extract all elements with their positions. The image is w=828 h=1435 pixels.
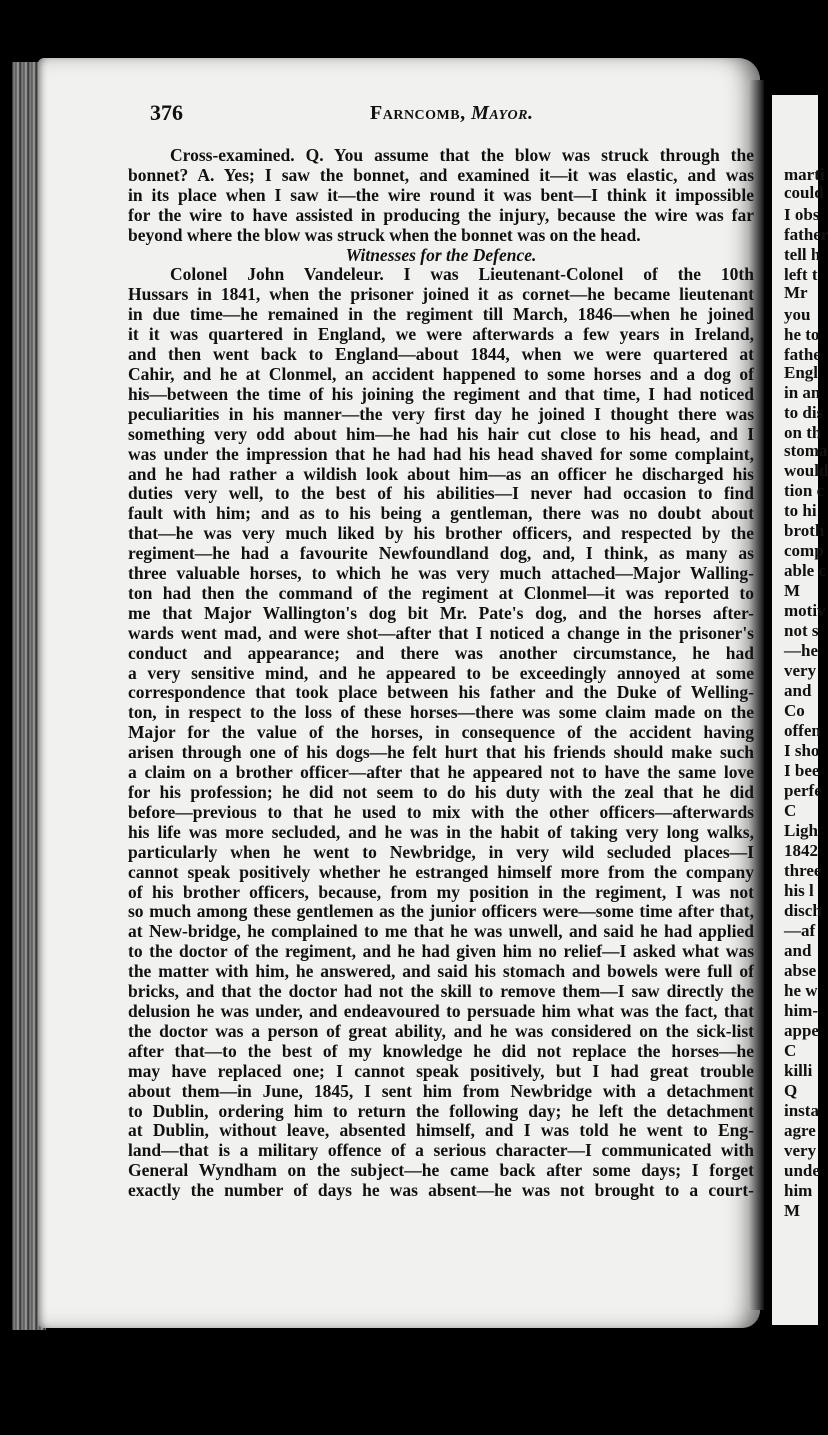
facing-page-fragment: and: [784, 941, 812, 960]
facing-page-fragment: not s: [784, 621, 819, 640]
facing-page-fragment: appe: [784, 1021, 819, 1040]
facing-page-fragment: Ligh: [784, 821, 819, 840]
running-head-title: Mayor.: [471, 102, 534, 124]
text-line: for his profession; he did not seem to do his duty with the zeal that he did: [128, 782, 754, 802]
facing-page-fragment: abse: [784, 961, 817, 980]
facing-page-fragment: he to: [784, 325, 820, 344]
text-line: to the doctor of the regiment, and he had given him no relief—I asked what was: [128, 941, 754, 962]
text-line: at Dublin, without leave, absented himself, and I was told he went to Eng-: [128, 1120, 754, 1141]
text-line: before—previous to that he used to mix with the other officers—afterwards: [128, 801, 754, 822]
facing-page-fragment: able c: [784, 561, 827, 580]
text-line: of his brother officers, because, from my position in the regiment, I was not: [128, 881, 754, 902]
facing-page-fragment: left t: [784, 265, 818, 284]
text-line: particularly when he went to Newbridge, in very wild secluded places—I: [128, 841, 754, 862]
facing-page-fragment: would: [784, 461, 828, 480]
running-head: [370, 102, 533, 125]
running-head-name: Farncomb,: [370, 102, 466, 124]
text-line: in due time—he remained in the regiment till March, 1846—when he joined: [128, 304, 754, 325]
text-line: something very odd about him—he had his hair cut close to his head, and I: [128, 423, 754, 444]
facing-page-fragment: I bee: [784, 761, 820, 780]
text-line: regiment—he had a favourite Newfoundland dog, and, I think, as many as: [128, 543, 754, 564]
facing-page-fragment: insta: [784, 1101, 819, 1120]
facing-page-fragment: motiv: [784, 601, 826, 620]
text-line: land—that is a military offence of a serious character—I communicated with: [128, 1140, 754, 1161]
facing-page-fragment: I sho: [784, 741, 820, 760]
facing-page: [772, 95, 828, 1325]
facing-page-fragment: offen: [784, 721, 821, 740]
facing-page-fragment: Co: [784, 701, 805, 720]
facing-page-fragment: unde: [784, 1161, 820, 1180]
text-line: fault with him; and as to his being a gentleman, there was no doubt about: [128, 503, 754, 524]
facing-page-fragment: he w: [784, 981, 818, 1000]
text-line: ton, in respect to the loss of these horses—there was some claim made on the: [128, 702, 754, 723]
facing-page-fragment: I obs: [784, 205, 820, 224]
text-line: arisen through one of his dogs—he felt hurt that his friends should make such: [128, 742, 754, 763]
text-line: for the wire to have assisted in producing the injury, because the wire was far: [128, 204, 754, 225]
text-line: was under the impression that he had had his head shaved for some complaint,: [128, 443, 754, 464]
facing-page-fragment: his l: [784, 881, 814, 900]
text-line: the matter with him, he answered, and said his stomach and bowels were full of: [128, 961, 754, 982]
text-line: cannot speak positively whether he estranged himself more from the company: [128, 861, 754, 882]
text-line: correspondence that took place between his father and the Duke of Welling-: [128, 682, 754, 703]
text-line: beyond where the blow was struck when the bonnet was on the head.: [128, 224, 641, 245]
text-line: a very sensitive mind, and he appeared to be exceedingly annoyed at some: [128, 662, 754, 683]
facing-page-fragment: very: [784, 1141, 817, 1160]
facing-page-fragment: C: [784, 801, 797, 820]
body-text: [128, 146, 754, 1201]
text-line: a claim on a brother officer—after that he appeared not to have the same love: [128, 762, 754, 783]
text-line: conduct and appearance; and there was another circumstance, he had: [128, 642, 754, 663]
text-line: General Wyndham on the subject—he came back after some days; I forget: [128, 1160, 754, 1181]
facing-page-fragment: on th: [784, 423, 822, 442]
text-line: and then went back to England—about 1844, when we were quartered at: [128, 344, 754, 365]
facing-page-fragment: —af: [784, 921, 816, 940]
facing-page-fragment: M: [784, 1201, 801, 1220]
text-line: and he had rather a wildish look about him—as an officer he discharged his: [128, 463, 754, 484]
text-line: Colonel John Vandeleur. I was Lieutenant-Colonel of the 10th: [170, 264, 754, 285]
facing-page-fragment: and: [784, 681, 812, 700]
facing-page-fragment: —he: [784, 641, 818, 660]
section-subheading: Witnesses for the Defence.: [345, 244, 537, 265]
facing-page-fragment: very: [784, 661, 817, 680]
text-line: in its place when I saw it—the wire round it was bent—I think it impossible: [128, 184, 754, 205]
text-line: that—he was very much liked by his brother officers, and respected by the: [128, 523, 754, 544]
text-line: after that—to the best of my knowledge he did not replace the horses—he: [128, 1040, 754, 1061]
facing-page-fragment: him: [784, 1181, 813, 1200]
facing-page-fragment: M: [784, 581, 801, 600]
text-line: ton had then the command of the regiment at Clonmel—it was reported to: [128, 582, 754, 603]
facing-page-fragment: father: [784, 225, 828, 244]
text-line: bricks, and that the doctor had not the skill to remove them—I saw directly the: [128, 981, 754, 1002]
text-line: the doctor was a person of great ability, and he was considered on the sick-list: [128, 1020, 754, 1041]
text-line: may have replaced one; I cannot speak positively, but I had great trouble: [128, 1060, 754, 1081]
text-line: exactly the number of days he was absent—he was not brought to a court-: [128, 1180, 754, 1201]
facing-page-fragment: perfe: [784, 781, 822, 800]
text-line: to Dublin, ordering him to return the following day; he left the detachment: [128, 1100, 754, 1121]
facing-page-fragment: fathe: [784, 345, 821, 364]
text-line: so much among these gentlemen as the junior officers were—some time after that,: [128, 901, 754, 922]
text-line: bonnet? A. Yes; I saw the bonnet, and examined it—it was elastic, and was: [128, 164, 754, 185]
text-line: me that Major Wallington's dog bit Mr. Pate's dog, and the horses after-: [128, 602, 754, 623]
facing-page-fragment: tell h: [784, 245, 821, 264]
text-line: it it was quartered in England, we were afterwards a few years in Ireland,: [128, 324, 754, 345]
facing-page-fragment: comp: [784, 541, 824, 560]
facing-page-fragment: could: [784, 183, 824, 202]
text-line: his life was more secluded, and he was in the habit of taking very long walks,: [128, 821, 754, 842]
facing-page-fragment: Q: [784, 1081, 798, 1100]
text-line: Cross-examined. Q. You assume that the blow was struck through the: [170, 145, 754, 165]
text-line: at New-bridge, he complained to me that he was unwell, and said he had applied: [128, 921, 754, 942]
facing-page-fragment: disch: [784, 901, 822, 920]
text-line: wards went mad, and were shot—after that I noticed a change in the prisoner's: [128, 622, 754, 643]
text-line: Major for the value of the horses, in consequence of the accident having: [128, 722, 754, 743]
facing-page-fragment: C: [784, 1041, 797, 1060]
text-line: three valuable horses, to which he was very much attached—Major Walling-: [128, 563, 754, 584]
facing-page-fragment: Mr: [784, 283, 808, 302]
facing-page-fragment: three: [784, 861, 822, 880]
facing-page-fragment: marti: [784, 165, 825, 184]
facing-page-fragment: 1842: [784, 841, 818, 860]
facing-page-fragment: broth: [784, 521, 825, 540]
facing-page-fragment: in an: [784, 383, 821, 402]
text-line: his—between the time of his joining the regiment and that time, I had noticed: [128, 383, 754, 404]
facing-page-fragment: killi: [784, 1061, 813, 1080]
text-line: Cahir, and he at Clonmel, an accident happened to some horses and a dog of: [128, 363, 754, 384]
facing-page-fragment: stoma: [784, 441, 828, 460]
facing-page-fragment: you: [784, 305, 811, 324]
facing-page-fragment: agre: [784, 1121, 816, 1140]
text-line: peculiarities in his manner—the very first day he joined I thought there was: [128, 403, 754, 424]
text-line: Hussars in 1841, when the prisoner joined it as cornet—he became lieutenant: [128, 284, 754, 305]
facing-page-fragment: him-: [784, 1001, 818, 1020]
text-line: duties very well, to the best of his abilities—I never had occasion to find: [128, 483, 754, 504]
text-line: about them—in June, 1845, I sent him from Newbridge with a detachment: [128, 1080, 754, 1101]
facing-page-fragment: tion c: [784, 481, 825, 500]
facing-page-fragment: Engl: [784, 363, 819, 382]
page-number: 376: [150, 100, 183, 125]
facing-page-fragment: to hi: [784, 501, 817, 520]
text-line: delusion he was under, and endeavoured to persuade him what was the fact, that: [128, 1000, 754, 1021]
facing-page-fragment: to dis: [784, 403, 824, 422]
